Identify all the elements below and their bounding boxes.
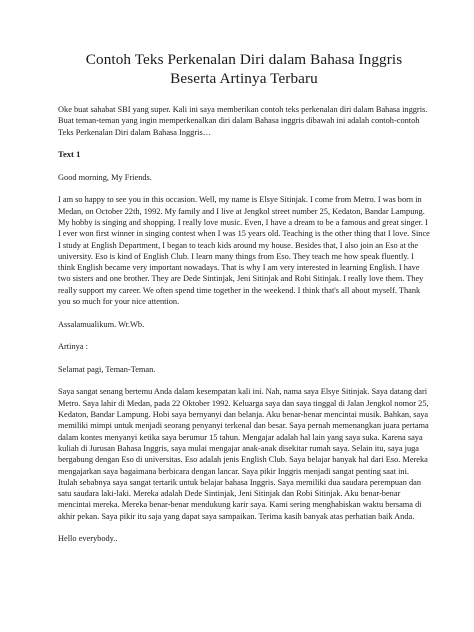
document-title xyxy=(58,50,430,88)
translation-label: Artinya : xyxy=(58,342,88,352)
title-line-1: Contoh Teks Perkenalan Diri dalam Bahasa Inggris xyxy=(85,51,403,68)
title-line-2: Beserta Artinya Terbaru xyxy=(170,70,318,87)
greeting-indonesian: Selamat pagi, Teman-Teman. xyxy=(58,364,156,374)
intro-paragraph: Oke buat sahabat SBI yang super. Kali ini saya memberikan contoh teks perkenalan diri dalam Bahasa inggris. Buat teman-teman yang ingin memperkenalkan diri dalam Bahasa inggris dibawah ini adalah contoh-contoh Teks Perkenalan Diri dalam Bahasa Inggris… xyxy=(58,105,428,137)
closing-english: Assalamualikum. Wr.Wb. xyxy=(58,319,145,329)
section-heading: Text 1 xyxy=(58,149,81,160)
body-english: I am so happy to see you in this occasion. Well, my name is Elsye Sitinjak. I come from Metro. I was born in Medan, on October 22th, 1992. My family and I live at Jengkol street number 25, Kedaton, Bandar Lampung. My hobby is singing and shopping. I really love music. Even, I have a dream to be a famous and great singer. I I ever won first winner in singing contest when I was 15 years old. Teaching is the other thing that I love. Since I study at English Department, I began to teach kids around my house. Besides that, I also join an Eso at the university. Eso is kind of English Club. I learn many things from Eso. They teach me how speak fluently. I think English became very important nowadays. That is why I am very interested in learning English. I have two sisters and one brother. They are Dede Sintinjak, Jeni Sitinjak and Robi Sitinjak. I really love them. They really support my career. We often spend time together in the weekend. I think that's all about myself. Thank you so much for your nice attention. xyxy=(58,195,430,307)
next-greeting: Hello everybody.. xyxy=(58,534,118,544)
greeting-english: Good morning, My Friends. xyxy=(58,172,152,182)
document-page xyxy=(58,50,430,545)
body-indonesian: Saya sangat senang bertemu Anda dalam kesempatan kali ini. Nah, nama saya Elsye Sitinjak. Saya datang dari Metro. Saya lahir di Medan, pada 22 Oktober 1992. Keluarga saya dan saya tinggal di Jalan Jengkol nomor 25, Kedaton, Bandar Lampung. Hobi saya bernyanyi dan belanja. Aku benar-benar mencintai musik. Bahkan, saya memiliki mimpi untuk menjadi seorang penyanyi terkenal dan besar. Saya pernah memenangkan juara pertama dalam kontes menyanyi ketika saya berumur 15 tahun. Mengajar adalah hal lain yang saya suka. Karena saya kuliah di Jurusan Bahasa Inggris, saya mulai mengajar anak-anak disekitar rumah saya. Selain itu, saya juga bergabung dengan Eso di universitas. Eso adalah jenis English Club. Saya belajar banyak hal dari Eso. Mereka mengajarkan saya bagaimana berbicara dengan lancar. Saya pikir Inggris menjadi sangat penting saat ini. Itulah sebabnya saya sangat tertarik untuk belajar bahasa Inggris. Saya memiliki dua saudara perempuan dan satu saudara laki-laki. Mereka adalah Dede Sintinjak, Jeni Sitinjak dan Robi Sitinjak. Aku benar-benar mencintai mereka. Mereka benar-benar mendukung karir saya. Kami sering menghabiskan waktu bersama di akhir pekan. Saya pikir itu saja yang dapat saya sampaikan. Terima kasih banyak atas perhatian baik Anda. xyxy=(58,387,429,521)
